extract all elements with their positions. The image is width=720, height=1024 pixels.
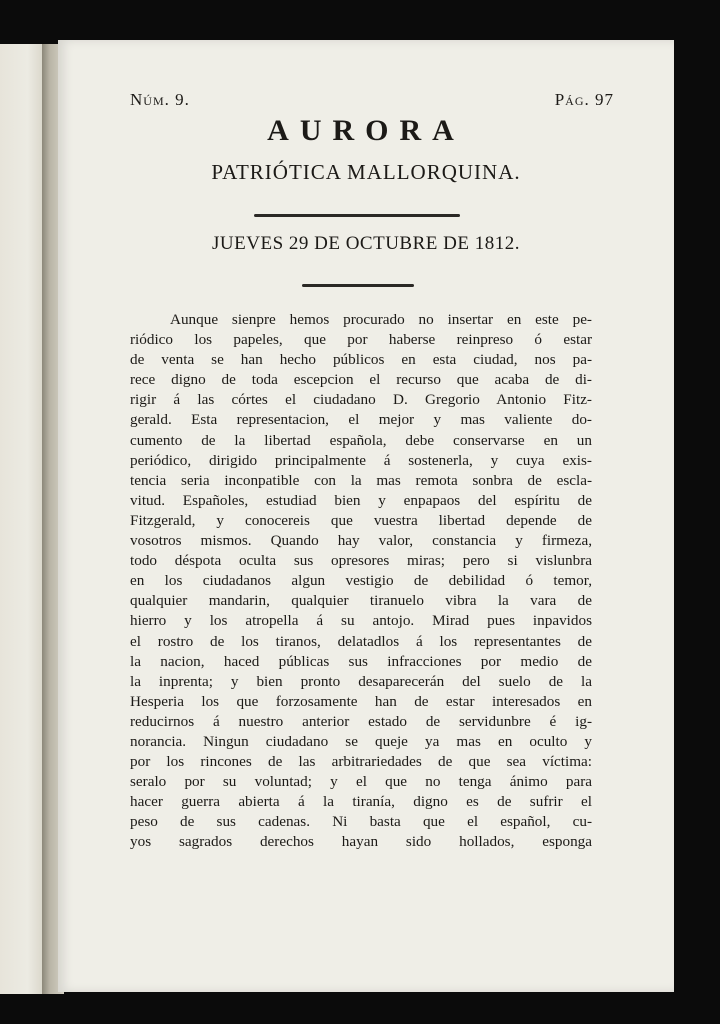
article-line: peso de sus cadenas. Ni basta que el español, cu- <box>130 813 592 831</box>
article-line: todo déspota oculta sus opresores miras; pero si vislunbra <box>130 552 592 570</box>
article-line: vitud. Españoles, estudiad bien y enpapaos del espíritu de <box>130 491 592 509</box>
article-line: Aunque sienpre hemos procurado no insertar en este pe- <box>170 311 592 328</box>
article-line: norancia. Ningun ciudadano se queje ya mas en oculto y <box>130 732 592 750</box>
article-line: rece digno de toda escepcion el recurso que acaba de di- <box>130 371 592 389</box>
article-line: por los rincones de las arbitrariedades de que sea víctima: <box>130 753 592 771</box>
page-header <box>130 90 614 110</box>
article-line: hierro y los atropella á su antojo. Mirad pues inpavidos <box>130 612 592 630</box>
issue-number: Núm. 9. <box>130 90 190 109</box>
article-line: yos sagrados derechos hayan sido hollados, esponga <box>130 833 592 851</box>
article-line: el rostro de los tiranos, delatadlos á los representantes de <box>130 632 592 650</box>
page-number: Pág. 97 <box>554 90 614 109</box>
article-body <box>130 310 592 853</box>
article-line: de venta se han hecho públicos en esta ciudad, nos pa- <box>130 351 592 369</box>
article-line: rigir á las córtes el ciudadano D. Gregorio Antonio Fitz- <box>130 391 592 409</box>
article-line: hacer guerra abierta á la tiranía, digno es de sufrir el <box>130 793 592 811</box>
date-rule <box>302 284 414 287</box>
article-line: qualquier mandarin, qualquier tiranuelo vibra la vara de <box>130 592 592 610</box>
article-line: gerald. Esta representacion, el mejor y mas valiente do- <box>130 411 592 429</box>
article-line: Hesperia los que forzosamente han de estar interesados en <box>130 692 592 710</box>
article-line: en los ciudadanos algun vestigio de debilidad ó temor, <box>130 572 592 590</box>
newspaper-page <box>58 40 674 992</box>
article-line: vosotros mismos. Quando hay valor, constancia y firmeza, <box>130 532 592 550</box>
article-line: periódico, dirigido principalmente á sostenerla, y cuya exis- <box>130 451 592 469</box>
article-line: seralo por su voluntad; y el que no tenga ánimo para <box>130 773 592 791</box>
article-line: reducirnos á nuestro anterior estado de servidunbre é ig- <box>130 712 592 730</box>
masthead-subtitle: PATRIÓTICA MALLORQUINA. <box>211 160 521 184</box>
left-page-edge <box>0 44 47 994</box>
masthead-title: AURORA <box>267 114 465 147</box>
article-line: cumento de la libertad española, debe conservarse en un <box>130 431 592 449</box>
article-line: Fitzgerald, y conocereis que vuestra libertad depende de <box>130 511 592 529</box>
article-line: riódico los papeles, que por haberse reinpreso ó estar <box>130 331 592 349</box>
issue-date: JUEVES 29 DE OCTUBRE DE 1812. <box>212 233 520 254</box>
title-rule <box>254 214 460 217</box>
article-line: tencia seria inconpatible con la mas remota sonbra de escla- <box>130 471 592 489</box>
article-line: la nacion, haced públicas sus infracciones por medio de <box>130 652 592 670</box>
article-line: la inprenta; y bien pronto desaparecerán del suelo de la <box>130 672 592 690</box>
